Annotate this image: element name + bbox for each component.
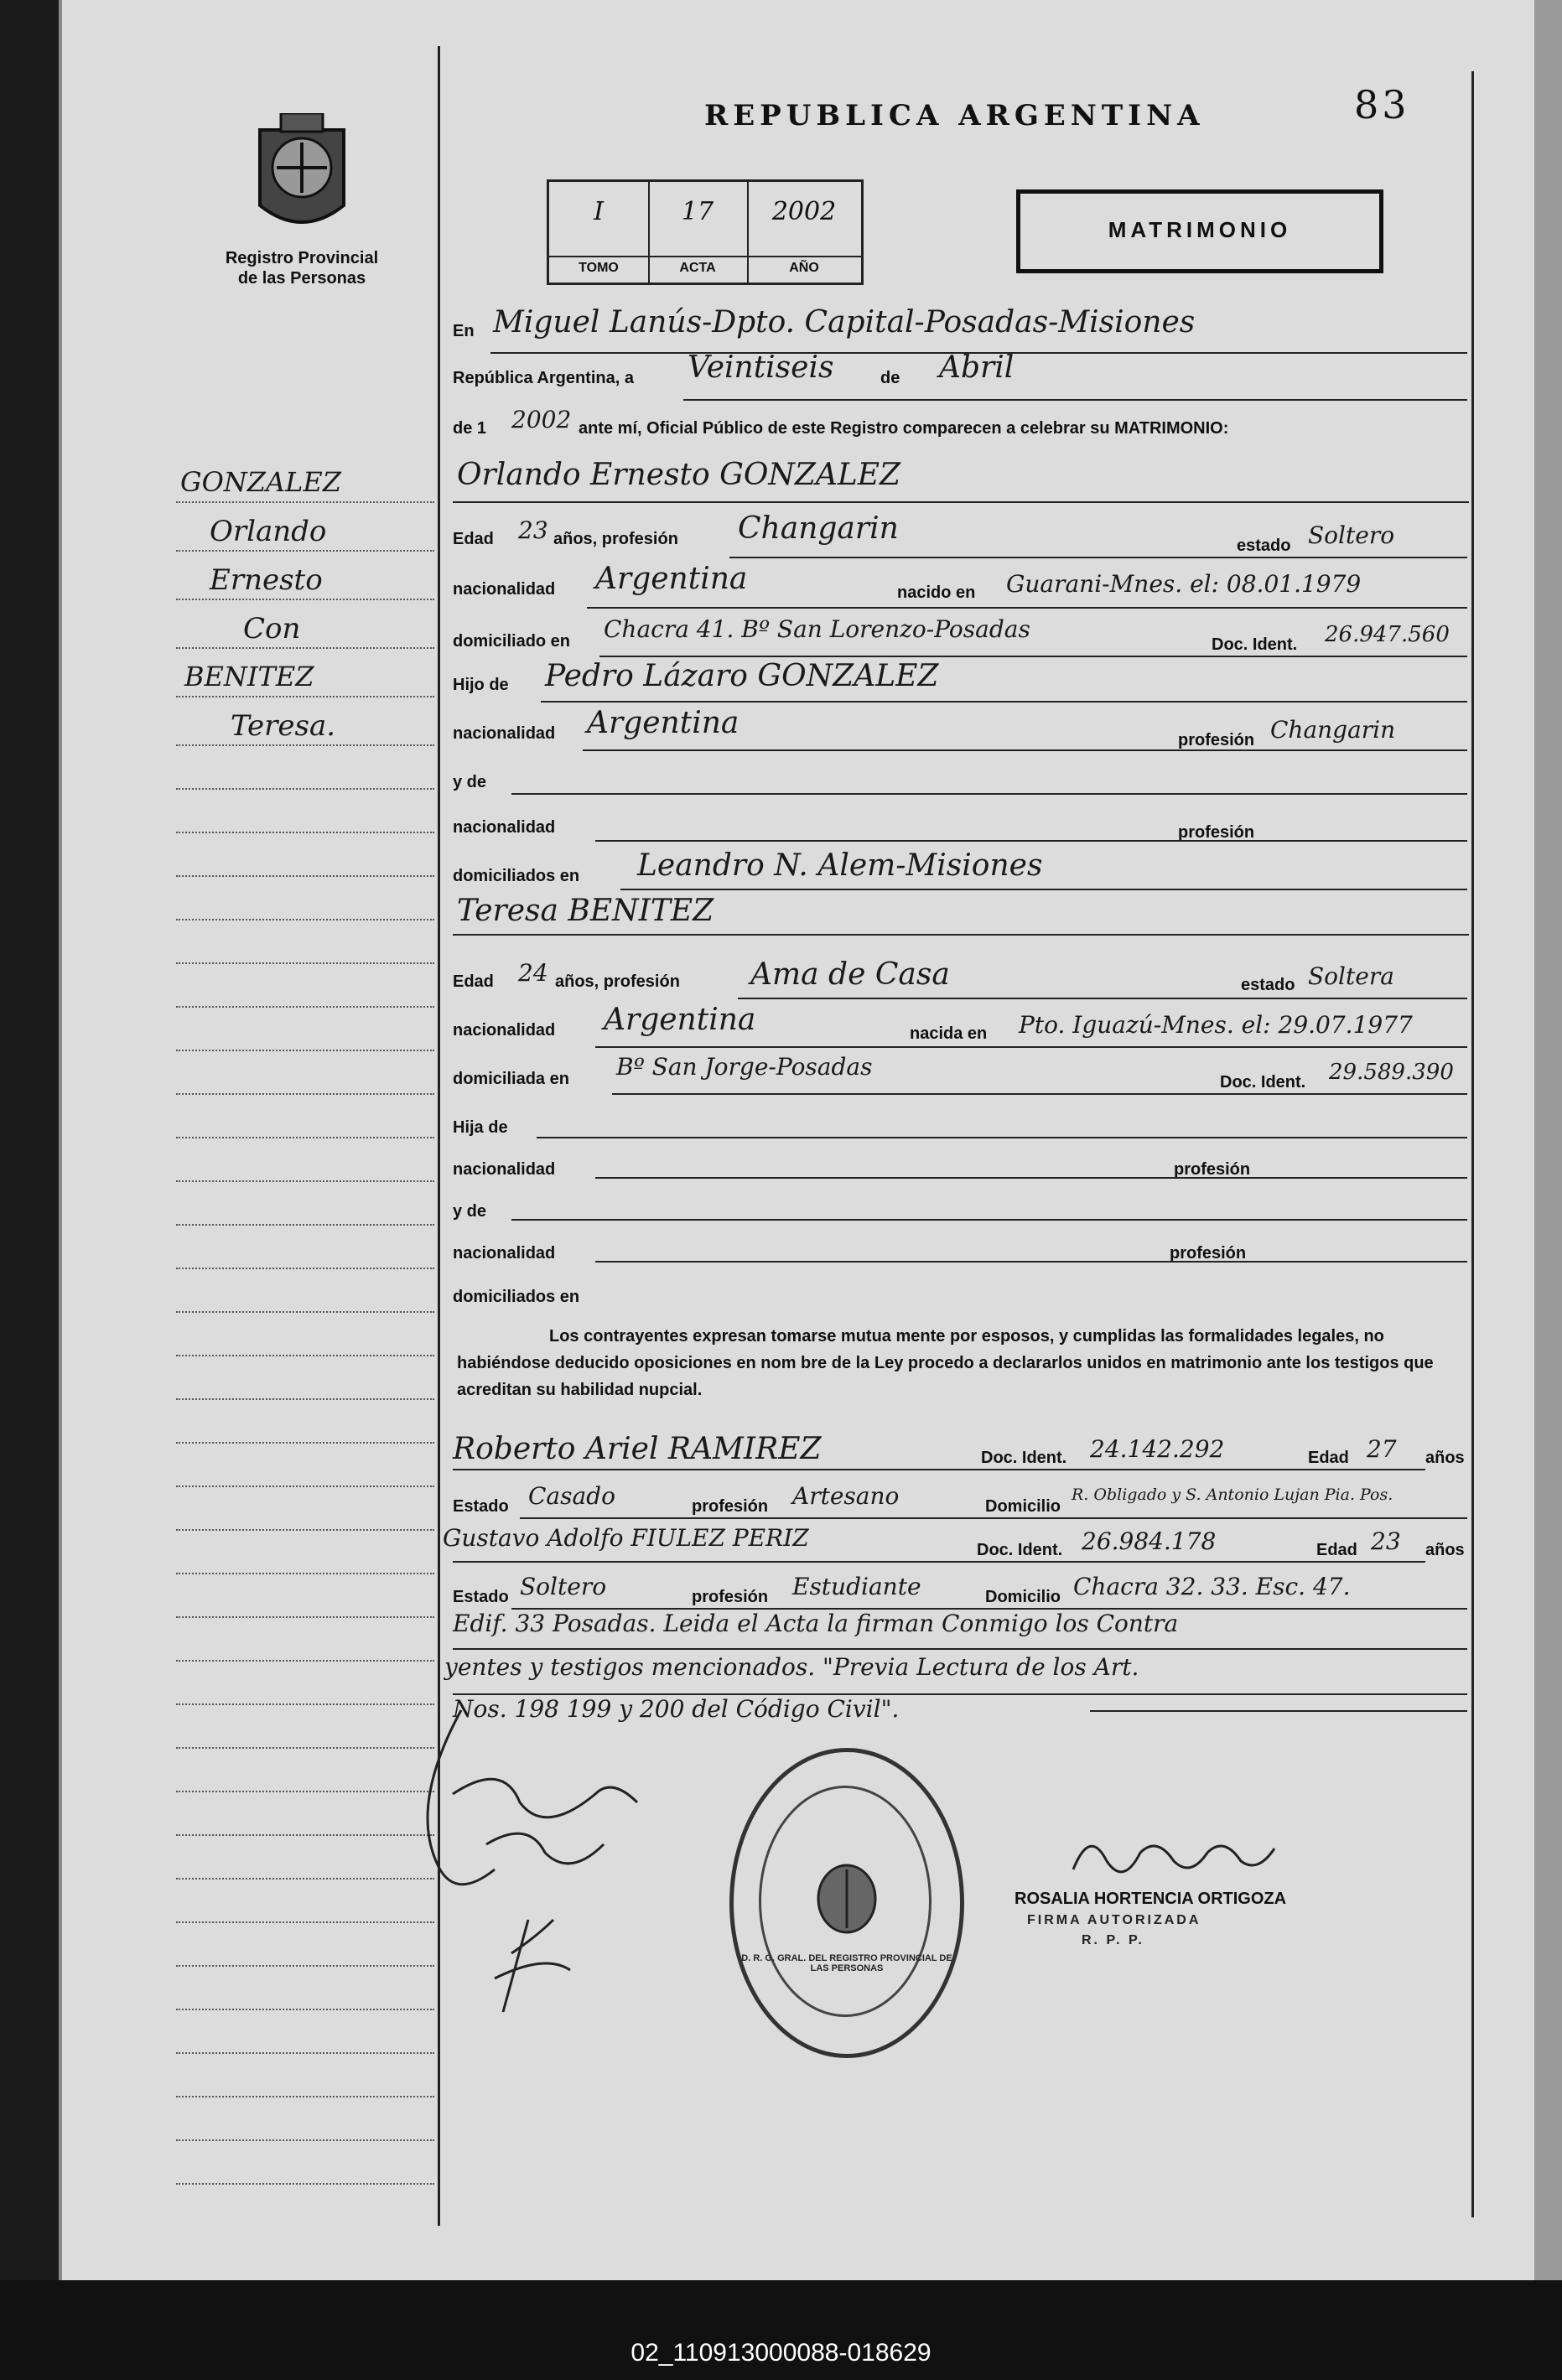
- margin-note-line: Con: [243, 612, 301, 646]
- groom-profession: Changarin: [738, 511, 899, 546]
- groom-name: Orlando Ernesto GONZALEZ: [457, 458, 901, 492]
- margin-line: [176, 1965, 434, 1967]
- margin-line: [176, 696, 434, 697]
- form-line: [541, 701, 1467, 703]
- bride-born: Pto. Iguazú-Mnes. el: 29.07.1977: [1019, 1011, 1413, 1039]
- witness2-estado: Soltero: [520, 1573, 607, 1600]
- margin-line: [176, 1660, 434, 1662]
- hija-label: Hija de: [453, 1118, 508, 1137]
- bride-prof1-label: profesión: [1174, 1160, 1251, 1179]
- yde-label: y de: [453, 773, 487, 791]
- form-line: [595, 1261, 1467, 1263]
- declaration-text: Los contrayentes expresan tomarse mutua mente por esposos, y cumplidas las formalidades legales, no habiéndose deducido oposiciones en nom bre de la Ley procedo a declararlos unidos en matrimonio ante los testigos que acreditan su habilidad nupcial.: [457, 1327, 1434, 1399]
- bride-nat1-label: nacionalidad: [453, 1160, 556, 1179]
- margin-line: [176, 1093, 434, 1095]
- official-name: ROSALIA HORTENCIA ORTIGOZA: [1015, 1890, 1287, 1908]
- margin-line: [176, 1442, 434, 1444]
- form-line: [453, 1561, 1425, 1563]
- margin-line: [176, 501, 434, 503]
- margin-line: [176, 1311, 434, 1313]
- closing-line: yentes y testigos mencionados. "Previa Lectura de los Art.: [444, 1653, 1139, 1681]
- bride-prof2-label: profesión: [1170, 1244, 1247, 1263]
- margin-line: [176, 1137, 434, 1138]
- official-org: R. P. P.: [1082, 1933, 1144, 1947]
- margin-line: [176, 962, 434, 964]
- margin-note-line: Ernesto: [210, 563, 323, 597]
- groom-nationality: Argentina: [595, 562, 748, 596]
- margin-line: [176, 832, 434, 833]
- witness1-estado: Casado: [528, 1482, 615, 1510]
- anos-profesion-label: años, profesión: [553, 530, 678, 548]
- father-nationality: Argentina: [587, 706, 739, 740]
- bride-domiciliada-label: domiciliada en: [453, 1070, 569, 1088]
- bride-nat-label: nacionalidad: [453, 1021, 556, 1040]
- margin-line: [176, 788, 434, 790]
- bride-doc: 29.589.390: [1329, 1060, 1454, 1085]
- form-line: [511, 1219, 1467, 1221]
- tomo-value: I: [594, 197, 604, 226]
- margin-line: [176, 1921, 434, 1923]
- form-line: [453, 1648, 1467, 1650]
- witness2-anos-label: años: [1425, 1541, 1465, 1559]
- stamp-text: D. R. G. GRAL. DEL REGISTRO PROVINCIAL DE LAS PERSONAS: [741, 1953, 952, 1973]
- form-line: [738, 998, 1467, 999]
- domiciliado-label: domiciliado en: [453, 632, 571, 651]
- witness2-edad-label: Edad: [1316, 1541, 1357, 1559]
- bride-domicile: Bº San Jorge-Posadas: [616, 1053, 873, 1081]
- form-line: [595, 1177, 1467, 1179]
- official-signature-icon: [1065, 1828, 1283, 1886]
- right-rule: [1471, 71, 1474, 2217]
- witness1-profession: Artesano: [792, 1482, 900, 1510]
- bride-name: Teresa BENITEZ: [457, 894, 714, 928]
- domiciliados-label: domiciliados en: [453, 867, 580, 885]
- margin-line: [176, 1486, 434, 1487]
- father-prof-label: profesión: [1178, 731, 1255, 749]
- margin-line: [176, 1616, 434, 1618]
- organization-line-2: de las Personas: [237, 269, 366, 288]
- parents-domicile: Leandro N. Alem-Misiones: [637, 848, 1043, 883]
- witness1-domicilio-label: Domicilio: [985, 1497, 1061, 1516]
- form-line: [583, 749, 1467, 751]
- margin-line: [176, 647, 434, 649]
- margin-note-line: Teresa.: [231, 709, 336, 743]
- margin-line: [176, 1050, 434, 1051]
- estado-label: estado: [1237, 537, 1291, 555]
- witness2-profession: Estudiante: [792, 1573, 921, 1600]
- margin-line: [176, 1268, 434, 1269]
- form-line: [599, 656, 1467, 657]
- closing-line: Nos. 198 199 y 200 del Código Civil".: [453, 1695, 900, 1723]
- father-profession: Changarin: [1270, 716, 1396, 744]
- margin-note-line: GONZALEZ: [180, 466, 341, 498]
- bride-nat2-label: nacionalidad: [453, 1244, 556, 1263]
- margin-line: [176, 1529, 434, 1531]
- bride-estado: Soltera: [1308, 962, 1394, 990]
- margin-line: [176, 1747, 434, 1749]
- bride-doc-label: Doc. Ident.: [1220, 1073, 1306, 1091]
- witness1-name: Roberto Ariel RAMIREZ: [453, 1432, 822, 1466]
- witness2-domicile: Chacra 32. 33. Esc. 47.: [1073, 1573, 1351, 1600]
- form-line: [453, 501, 1469, 503]
- form-line: [620, 889, 1467, 890]
- official-title: FIRMA AUTORIZADA: [1027, 1913, 1201, 1927]
- margin-line: [176, 599, 434, 600]
- form-line: [520, 1517, 1467, 1519]
- tomo-label: TOMO: [549, 256, 648, 276]
- form-line: [683, 399, 1467, 401]
- witness2-doc: 26.984.178: [1082, 1527, 1217, 1555]
- margin-line: [176, 1878, 434, 1880]
- margin-line: [176, 1355, 434, 1356]
- bride-edad-label: Edad: [453, 972, 494, 991]
- groom-age: 23: [518, 516, 548, 544]
- bride-age: 24: [518, 959, 548, 987]
- witness1-doc: 24.142.292: [1090, 1435, 1225, 1463]
- margin-line: [176, 2009, 434, 2010]
- form-line: [595, 1046, 1467, 1048]
- page-edge: [1534, 0, 1562, 2280]
- father-name: Pedro Lázaro GONZALEZ: [545, 659, 939, 693]
- day-value: Veintiseis: [688, 350, 834, 385]
- country-header: REPUBLICA ARGENTINA: [704, 99, 1205, 132]
- groom-estado: Soltero: [1308, 521, 1395, 549]
- margin-line: [176, 1573, 434, 1574]
- father-nat-label: nacionalidad: [453, 724, 556, 743]
- margin-note-line: BENITEZ: [184, 661, 314, 692]
- margin-line: [176, 2052, 434, 2054]
- form-line: [453, 1469, 1425, 1470]
- mother-prof-label: profesión: [1178, 823, 1255, 842]
- margin-line: [176, 1006, 434, 1008]
- nacido-label: nacido en: [897, 583, 976, 602]
- stamp-emblem-icon: [813, 1861, 880, 1937]
- margin-line: [176, 1791, 434, 1792]
- bride-domiciliados-label: domiciliados en: [453, 1288, 580, 1306]
- acta-value: 17: [681, 197, 714, 226]
- witness1-domicile: R. Obligado y S. Antonio Lujan Pia. Pos.: [1072, 1486, 1393, 1504]
- form-line: [729, 557, 1467, 558]
- form-line: [612, 1093, 1467, 1095]
- hijo-label: Hijo de: [453, 676, 509, 694]
- groom-born: Guarani-Mnes. el: 08.01.1979: [1006, 570, 1362, 598]
- witness2-doc-label: Doc. Ident.: [977, 1541, 1063, 1559]
- witness1-edad-label: Edad: [1308, 1449, 1349, 1467]
- acta-cell: [648, 182, 749, 283]
- margin-line: [176, 2139, 434, 2141]
- groom-doc: 26.947.560: [1325, 622, 1450, 647]
- margin-line: [176, 550, 434, 552]
- margin-line: [176, 744, 434, 746]
- form-line: [595, 840, 1467, 842]
- form-line: [587, 607, 1467, 609]
- nacionalidad-label: nacionalidad: [453, 580, 556, 599]
- month-value: Abril: [939, 350, 1015, 385]
- coat-of-arms-icon: [243, 113, 361, 239]
- registry-box: [547, 179, 864, 285]
- form-line: [511, 793, 1467, 795]
- witness2-prof-label: profesión: [692, 1588, 769, 1606]
- witness2-name: Gustavo Adolfo FIULEZ PERIZ: [443, 1524, 809, 1552]
- bride-yde-label: y de: [453, 1202, 487, 1221]
- record-type-box: [1016, 189, 1383, 273]
- witness1-prof-label: profesión: [692, 1497, 769, 1516]
- witness1-anos-label: años: [1425, 1449, 1465, 1467]
- image-caption: 02_110913000088-018629: [631, 2339, 931, 2367]
- bride-profession: Ama de Casa: [750, 957, 950, 992]
- en-label: En: [453, 322, 475, 340]
- margin-line: [176, 919, 434, 920]
- margin-line: [176, 2183, 434, 2185]
- anio-label: AÑO: [747, 256, 861, 276]
- bride-nationality: Argentina: [604, 1003, 756, 1037]
- organization-name: [193, 248, 411, 288]
- form-line: [453, 934, 1469, 936]
- margin-line: [176, 875, 434, 877]
- witness2-domicilio-label: Domicilio: [985, 1588, 1061, 1606]
- anio-value: 2002: [771, 197, 837, 226]
- year-value: 2002: [511, 406, 572, 433]
- witness1-age: 27: [1367, 1435, 1397, 1463]
- witness2-age: 23: [1371, 1527, 1401, 1555]
- form-line: [1090, 1710, 1467, 1712]
- year-prefix: de 1: [453, 419, 487, 438]
- edad-label: Edad: [453, 530, 494, 548]
- margin-line: [176, 2096, 434, 2097]
- margin-line: [176, 1703, 434, 1705]
- margin-line: [176, 1398, 434, 1400]
- official-stamp: [729, 1748, 964, 2058]
- bride-anos-profesion-label: años, profesión: [555, 972, 680, 991]
- organization-line-1: Registro Provincial: [225, 249, 379, 267]
- record-type: MATRIMONIO: [1108, 217, 1292, 242]
- republica-label: República Argentina, a: [453, 369, 634, 387]
- anio-cell: [747, 182, 861, 283]
- acta-label: ACTA: [648, 256, 747, 276]
- tomo-cell: [549, 182, 650, 283]
- form-line: [537, 1137, 1467, 1138]
- groom-domicile: Chacra 41. Bº San Lorenzo-Posadas: [604, 615, 1030, 643]
- margin-line: [176, 1834, 434, 1836]
- mother-nat-label: nacionalidad: [453, 818, 556, 837]
- place-value: Miguel Lanús-Dpto. Capital-Posadas-Misiones: [493, 305, 1196, 340]
- margin-note-line: Orlando: [210, 515, 327, 548]
- signatures-icon: [402, 1702, 671, 2062]
- de-label: de: [880, 369, 900, 387]
- witness1-estado-label: Estado: [453, 1497, 509, 1516]
- bride-nacida-label: nacida en: [910, 1024, 988, 1043]
- ante-text: ante mí, Oficial Público de este Registro comparecen a celebrar su MATRIMONIO:: [579, 419, 1229, 438]
- margin-line: [176, 1180, 434, 1182]
- bride-estado-label: estado: [1241, 976, 1295, 994]
- witness1-doc-label: Doc. Ident.: [981, 1449, 1067, 1467]
- margin-line: [176, 1224, 434, 1226]
- doc-label: Doc. Ident.: [1212, 635, 1298, 654]
- witness2-estado-label: Estado: [453, 1588, 509, 1606]
- page-number: 83: [1354, 82, 1410, 127]
- closing-line: Edif. 33 Posadas. Leida el Acta la firman Conmigo los Contra: [453, 1610, 1179, 1637]
